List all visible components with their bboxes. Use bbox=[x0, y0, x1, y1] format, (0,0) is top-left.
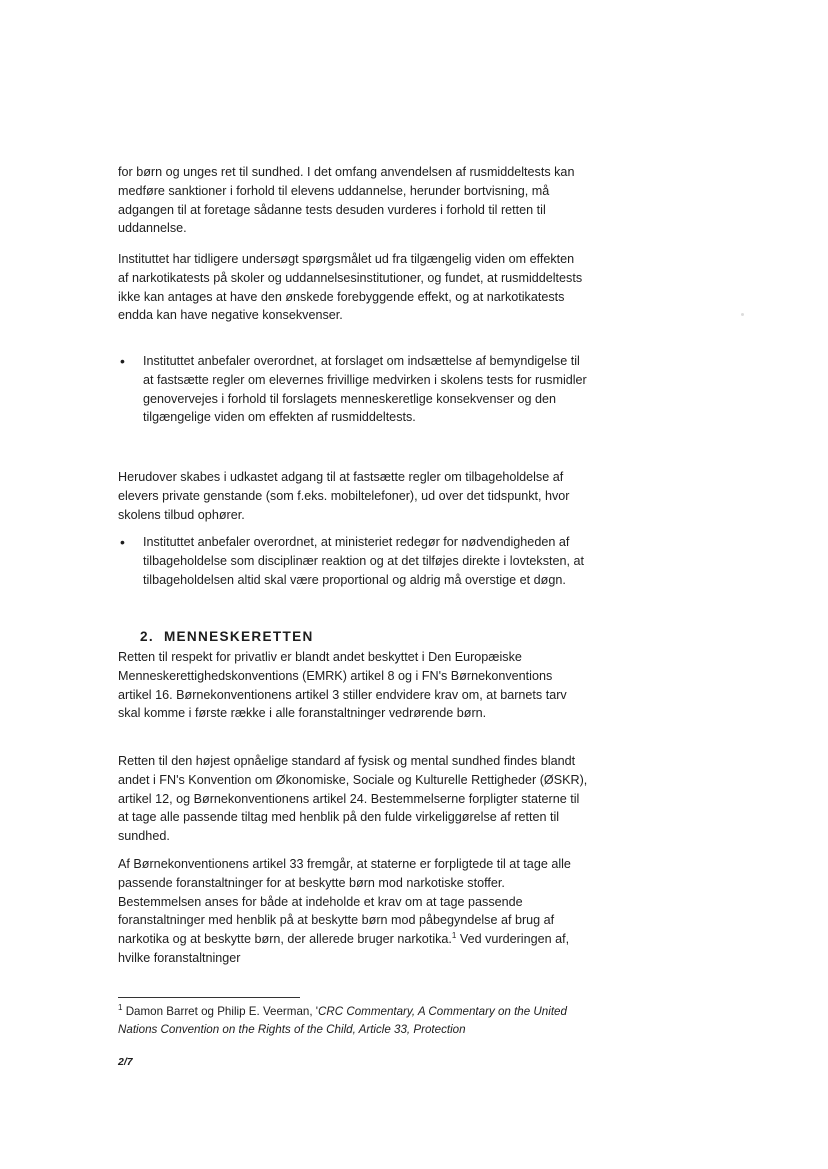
footnote-marker: 1 bbox=[118, 1003, 123, 1013]
bullet-icon: • bbox=[120, 353, 125, 369]
paragraph-health-rights: for børn og unges ret til sundhed. I det omfang anvendelsen af rusmiddeltests kan medføre sanktioner i forhold til elevens uddannelse, herunder bortvisning, må adgangen til at foretage sådanne tests desuden vurderes i forhold til retten til uddannelse. bbox=[118, 165, 575, 236]
footnote-separator bbox=[118, 997, 300, 998]
footnote-title: CRC Commentary, A Commentary on the United Nations Convention on the Rights of the Child, Article 33, Protection bbox=[118, 1005, 567, 1036]
footnote bbox=[118, 1003, 588, 1039]
footnote-reference[interactable]: 1 bbox=[451, 931, 457, 940]
page-number: 2/7 bbox=[118, 1056, 133, 1068]
scan-speck bbox=[741, 313, 744, 316]
paragraph-institute-findings: Instituttet har tidligere undersøgt spørgsmålet ud fra tilgængelig viden om effekten af narkotikatests på skoler og uddannelsesinstitutioner, og fundet, at rusmiddeltests ikke kan antages at have den ønskede forebyggende effekt, og at narkotikatests endda kan have negative konsekvenser. bbox=[118, 252, 583, 323]
bullet-icon: • bbox=[120, 534, 125, 550]
paragraph-health-standard: Retten til den højest opnåelige standard af fysisk og mental sundhed findes blandt andet i FN's Konvention om Økonomiske, Sociale og Kulturelle Rettigheder (ØSKR), artikel 12, og Børnekonventionens artikel 24. Bestemmelserne forpligter staterne til at tage alle passende tiltag med henblik på den fulde virkeliggørelse af retten til sundhed. bbox=[118, 754, 588, 844]
recommendation-item: • Instituttet anbefaler overordnet, at ministeriet redegør for nødvendigheden af tilbageholdelse som disciplinær reaktion og at det tilføjes direkte i lovteksten, at tilbageholdelsen altid skal være proportional og aldrig må overstige et døgn. bbox=[120, 534, 585, 587]
paragraph-retention: Herudover skabes i udkastet adgang til at fastsætte regler om tilbageholdelse af elevers private genstande (som f.eks. mobiltelefoner), ud over det tidspunkt, hvor skolens tilbud ophører. bbox=[118, 470, 570, 522]
paragraph-privacy: Retten til respekt for privatliv er blandt andet beskyttet i Den Europæiske Menneskerettighedskonventions (EMRK) artikel 8 og i FN's Børnekonventions artikel 16. Børnekonventionens artikel 3 stiller endvidere krav om, at barnets tarv skal komme i første række i alle foranstaltninger vedrørende børn. bbox=[118, 650, 567, 721]
section-number: 2. bbox=[140, 629, 154, 644]
section-heading bbox=[140, 628, 314, 646]
footnote-authors: Damon Barret og Philip E. Veerman, ' bbox=[125, 1005, 319, 1018]
recommendation-list-1 bbox=[118, 352, 588, 427]
paragraph-article-33: Af Børnekonventionens artikel 33 fremgår, at staterne er forpligtede til at tage alle passende foranstaltninger for at beskytte børn mod narkotiske stoffer. Bestemmelsen anses for både at indeholde et krav om at tage passende foranstaltninger med henblik på at beskytte børn mod påbegyndelse af brug af narkotika og at beskytte børn, der allerede bruger narkotika.$^1$ Ved vurderingen af, hvilke foranstaltninger bbox=[118, 857, 571, 965]
recommendation-item: • Instituttet anbefaler overordnet, at forslaget om indsættelse af bemyndigelse til at fastsætte regler om elevernes frivillige medvirken i skolens tests for rusmidler genovervejes i forhold til forslagets menneskeretlige konsekvenser og den tilgængelige viden om effekten af rusmiddeltests. bbox=[120, 353, 587, 425]
recommendation-list-2 bbox=[118, 533, 588, 589]
section-title: MENNESKERETTEN bbox=[163, 629, 314, 644]
